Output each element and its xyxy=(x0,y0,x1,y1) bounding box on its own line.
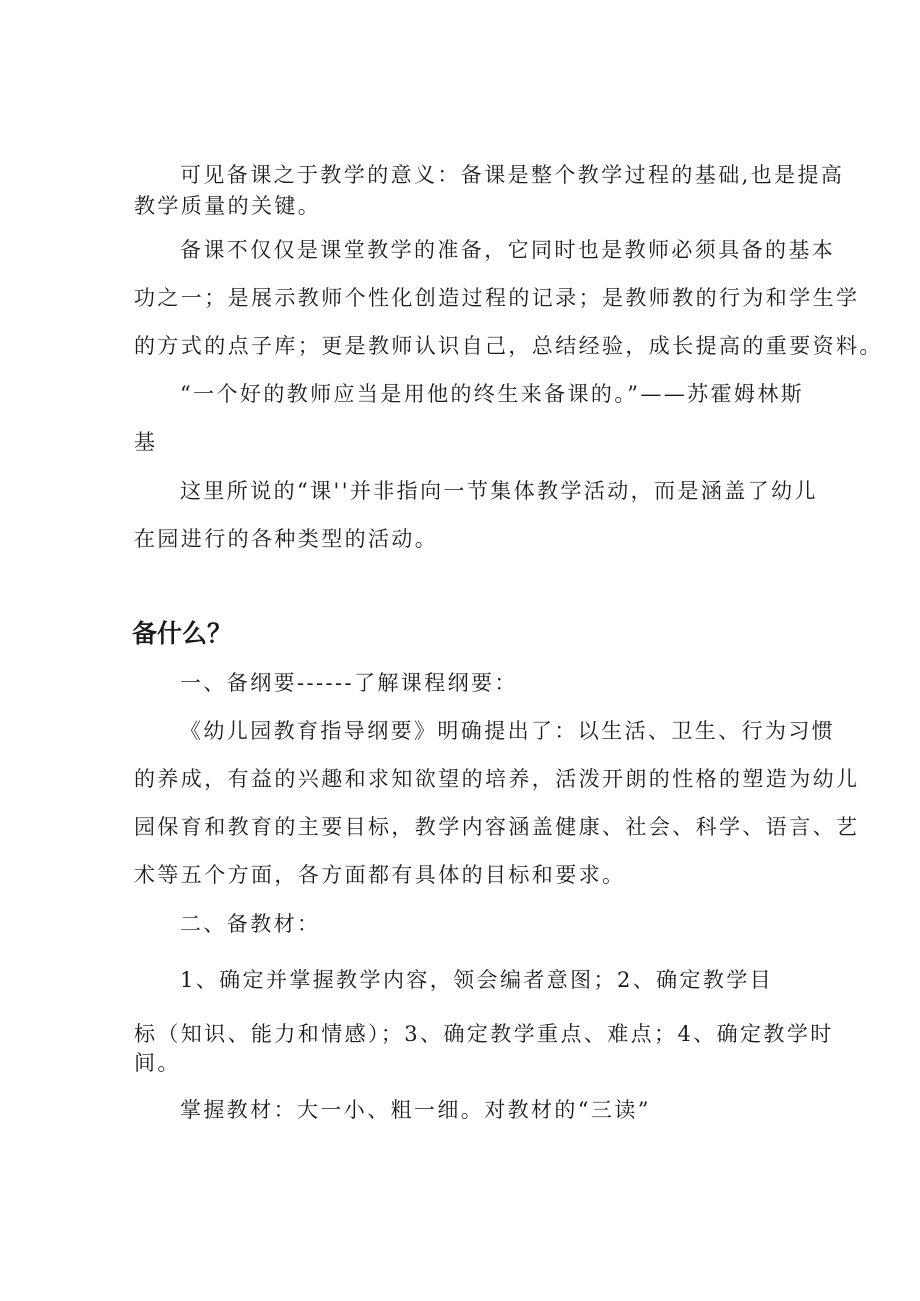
section2-line4: 掌握教材：大一小、粗一细。对教材的“三读” xyxy=(180,1098,651,1122)
para3-line2: 在园进行的各种类型的活动。 xyxy=(134,527,439,551)
section1-title: 一、备纲要------了解课程纲要： xyxy=(180,671,518,695)
quote-line1: “一个好的教师应当是用他的终生来备课的。”——苏霍姆林斯 xyxy=(180,382,805,406)
para2-line1: 备课不仅仅是课堂教学的准备，它同时也是教师必须具备的基本 xyxy=(180,238,836,262)
section2-line2: 标（知识、能力和情感）；3、确定教学重点、难点；4、确定教学时 xyxy=(134,1022,834,1046)
section1-line2: 的养成，有益的兴趣和求知欲望的培养，活泼开朗的性格的塑造为幼儿 xyxy=(134,767,860,791)
para2-line2: 功之一；是展示教师个性化创造过程的记录；是教师教的行为和学生学 xyxy=(134,286,860,310)
section1-line3: 园保育和教育的主要目标，教学内容涵盖健康、社会、科学、语言、艺 xyxy=(134,815,860,839)
para1-line2: 教学质量的关键。 xyxy=(134,194,322,218)
section1-line1: 《幼儿园教育指导纲要》明确提出了：以生活、卫生、行为习惯 xyxy=(180,719,836,743)
para2-line3: 的方式的点子库；更是教师认识自己，总结经验，成长提高的重要资料。 xyxy=(134,334,883,358)
section-heading: 备什么？ xyxy=(132,619,233,648)
section2-line3: 间。 xyxy=(134,1051,181,1075)
section2-title: 二、备教材： xyxy=(180,912,321,936)
quote-line2: 基 xyxy=(134,430,158,454)
para3-line1: 这里所说的“课''并非指向一节集体教学活动，而是涵盖了幼儿 xyxy=(180,479,818,503)
para1-line1: 可见备课之于教学的意义：备课是整个教学过程的基础,也是提高 xyxy=(180,163,845,187)
section2-line1: 1、确定并掌握教学内容，领会编者意图；2、确定教学目 xyxy=(180,968,774,992)
section1-line4: 术等五个方面，各方面都有具体的目标和要求。 xyxy=(134,863,626,887)
